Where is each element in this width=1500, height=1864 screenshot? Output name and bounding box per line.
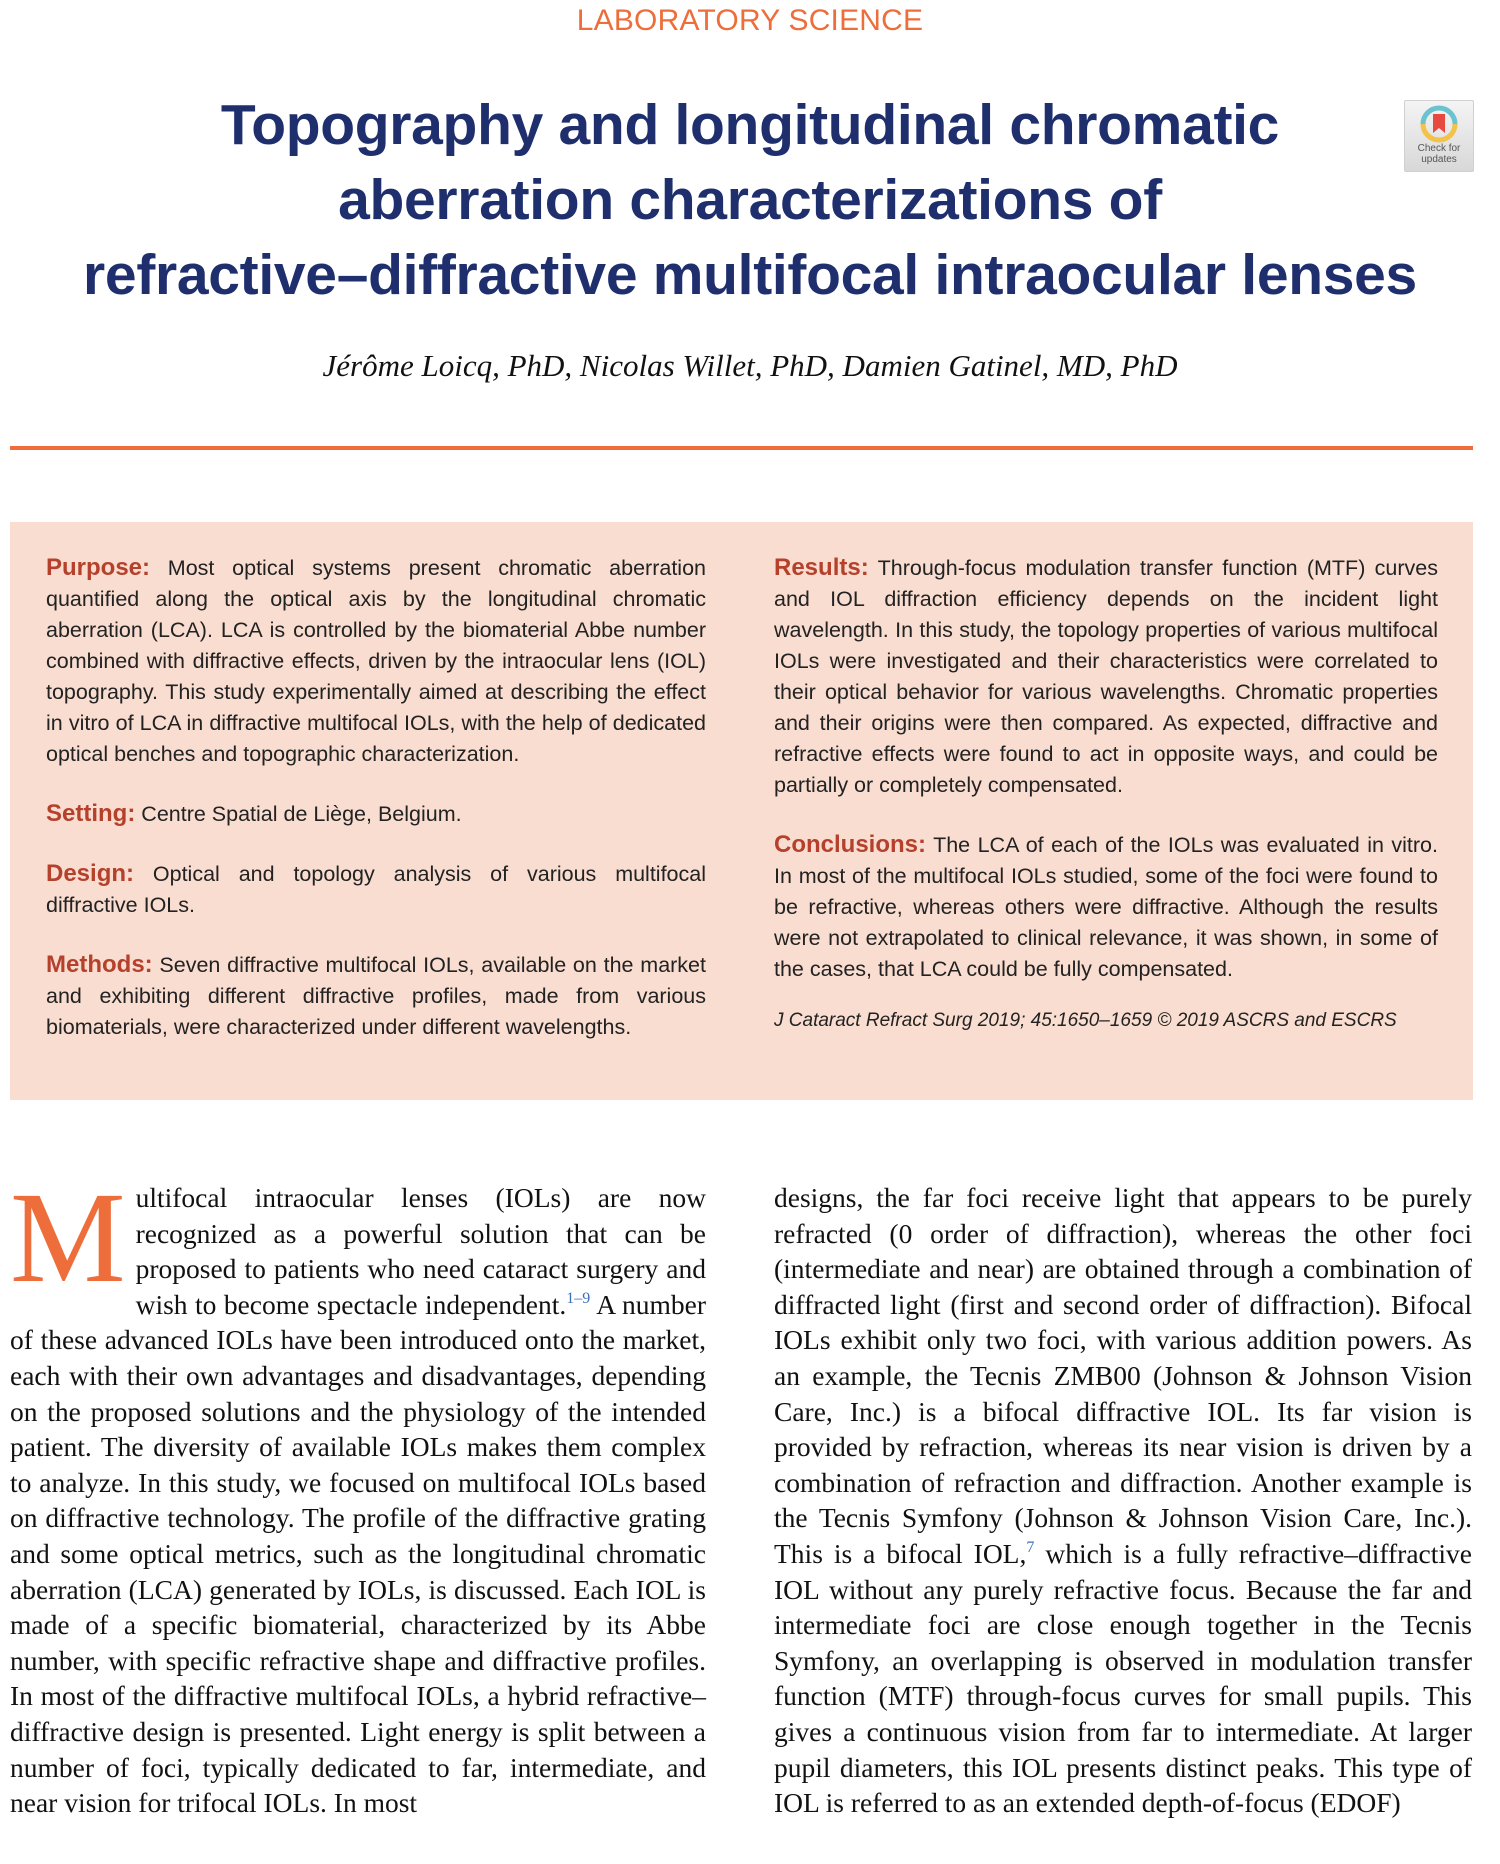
- abstract-setting: [46, 798, 706, 830]
- abstract-methods: [46, 949, 706, 1043]
- author-list: Jérôme Loicq, PhD, Nicolas Willet, PhD, Damien Gatinel, MD, PhD: [322, 348, 1178, 383]
- section-label: LABORATORY SCIENCE: [576, 4, 924, 37]
- abstract-results: [774, 552, 1438, 801]
- conclusions-heading: Conclusions:: [774, 831, 927, 858]
- body-right-column: [774, 1180, 1472, 1821]
- reference-link[interactable]: 1–9: [566, 1289, 591, 1307]
- abstract-left-column: [46, 552, 706, 1071]
- body-left-column: [10, 1166, 706, 1821]
- results-heading: Results:: [774, 554, 869, 581]
- article-title: [0, 88, 1500, 313]
- abstract-design: [46, 858, 706, 921]
- title-line-2: aberration characterizations of: [338, 168, 1162, 232]
- design-text: Optical and topology analysis of various multifocal diffractive IOLs.: [46, 862, 706, 917]
- header-divider: [10, 446, 1473, 450]
- setting-text: Centre Spatial de Liège, Belgium.: [135, 802, 462, 826]
- title-line-3: refractive–diffractive multifocal intraocular lenses: [83, 243, 1417, 307]
- title-line-1: Topography and longitudinal chromatic: [220, 93, 1280, 157]
- badge-text-line-2: updates: [1421, 154, 1457, 165]
- methods-heading: Methods:: [46, 951, 153, 978]
- body-text: designs, the far foci receive light that appears to be purely refracted (0 order of diffraction), whereas the other foci (intermediate and near) are obtained through a combination of diffracted light (first and second order of diffraction). Bifocal IOLs exhibit only two foci, with various addition powers. As an example, the Tecnis ZMB00 (Johnson & Johnson Vision Care, Inc.) is a bifocal diffractive IOL. Its far vision is provided by refraction, whereas its near vision is driven by a combination of refraction and diffraction. Another example is the Tecnis Symfony (Johnson & Johnson Vision Care, Inc.). This is a bifocal IOL,: [774, 1182, 1472, 1569]
- conclusions-text: The LCA of each of the IOLs was evaluated in vitro. In most of the multifocal IOLs studied, some of the foci were found to be refractive, whereas others were diffractive. Although the results were not extrapolated to clinical relevance, it was shown, in some of the cases, that LCA could be fully compensated.: [774, 833, 1438, 981]
- drop-cap: M: [10, 1166, 126, 1310]
- design-heading: Design:: [46, 860, 135, 887]
- abstract-box: [10, 522, 1473, 1100]
- badge-text-line-1: Check for: [1417, 143, 1461, 154]
- reference-link[interactable]: 7: [1026, 1538, 1035, 1556]
- setting-heading: Setting:: [46, 800, 136, 827]
- journal-citation: J Cataract Refract Surg 2019; 45:1650–1659 © 2019 ASCRS and ESCRS: [774, 1010, 1397, 1031]
- results-text: Through-focus modulation transfer function (MTF) curves and IOL diffraction efficiency depends on the incident light wavelength. In this study, the topology properties of various multifocal IOLs were investigated and their characteristics were correlated to their optical behavior for various wavelengths. Chromatic properties and their origins were then compared. As expected, diffractive and refractive effects were found to act in opposite ways, and could be partially or completely compensated.: [774, 556, 1438, 797]
- abstract-conclusions: [774, 829, 1438, 985]
- abstract-purpose: [46, 552, 706, 770]
- methods-text: Seven diffractive multifocal IOLs, available on the market and exhibiting different diffractive profiles, made from various biomaterials, were characterized under different wavelengths.: [46, 953, 706, 1039]
- purpose-heading: Purpose:: [46, 554, 151, 581]
- body-text: ultifocal intraocular lenses (IOLs) are now recognized as a powerful solution that can be proposed to patients who need cataract surgery and wish to become spectacle independent.: [135, 1182, 706, 1320]
- body-text: which is a fully refractive–diffractive IOL without any purely refractive focus. Because the far and intermediate foci are close enough together in the Tecnis Symfony, an overlapping is observed in modulation transfer function (MTF) through-focus curves for small pupils. This gives a continuous vision from far to intermediate. At larger pupil diameters, this IOL presents distinct peaks. This type of IOL is referred to as an extended depth-of-focus (EDOF): [774, 1537, 1472, 1819]
- check-for-updates-badge[interactable]: [1404, 100, 1474, 172]
- bookmark-ring-icon: [1420, 105, 1458, 143]
- purpose-text: Most optical systems present chromatic aberration quantified along the optical axis by the longitudinal chromatic aberration (LCA). LCA is controlled by the biomaterial Abbe number combined with diffractive effects, driven by the intraocular lens (IOL) topography. This study experimentally aimed at describing the effect in vitro of LCA in diffractive multifocal IOLs, with the help of dedicated optical benches and topographic characterization.: [46, 556, 706, 766]
- body-text: A number of these advanced IOLs have been introduced onto the market, each with their own advantages and disadvantages, depending on the proposed solutions and the physiology of the intended patient. The diversity of available IOLs makes them complex to analyze. In this study, we focused on multifocal IOLs based on diffractive technology. The profile of the diffractive grating and some optical metrics, such as the longitudinal chromatic aberration (LCA) generated by IOLs, is discussed. Each IOL is made of a specific biomaterial, characterized by its Abbe number, with specific refractive shape and diffractive profiles. In most of the diffractive multifocal IOLs, a hybrid refractive–diffractive design is presented. Light energy is split between a number of foci, typically dedicated to far, intermediate, and near vision for trifocal IOLs. In most: [10, 1288, 706, 1819]
- abstract-right-column: [774, 552, 1438, 1064]
